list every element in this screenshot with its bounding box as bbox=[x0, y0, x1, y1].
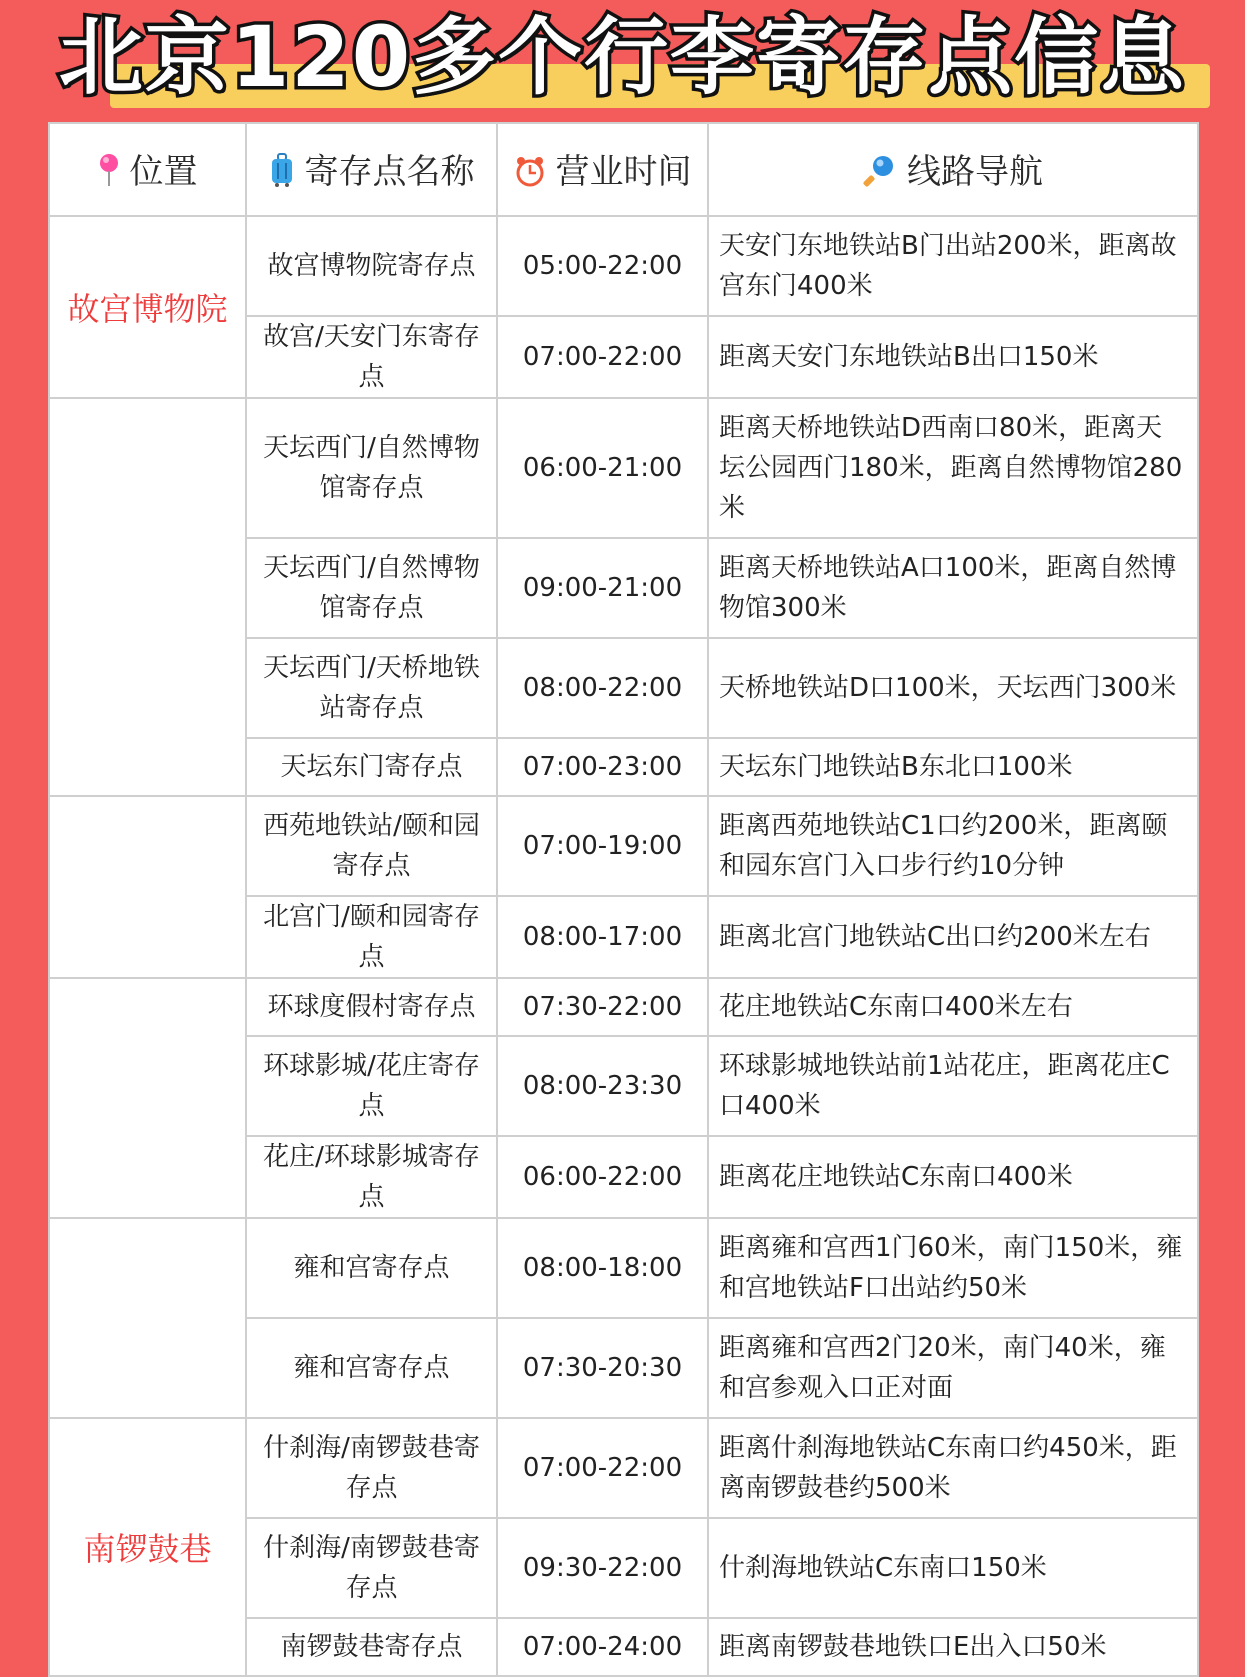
storage-name: 南锣鼓巷寄存点 bbox=[246, 1618, 497, 1676]
opening-hours: 08:00-23:30 bbox=[497, 1036, 708, 1136]
location-cell bbox=[49, 398, 246, 796]
route-info: 距离什刹海地铁站C东南口约450米，距离南锣鼓巷约500米 bbox=[708, 1418, 1198, 1518]
storage-name: 雍和宫寄存点 bbox=[246, 1318, 497, 1418]
storage-name: 环球影城/花庄寄存点 bbox=[246, 1036, 497, 1136]
magnifier-icon bbox=[863, 153, 897, 196]
route-info: 天坛东门地铁站B东北口100米 bbox=[708, 738, 1198, 796]
opening-hours: 08:00-17:00 bbox=[497, 896, 708, 978]
opening-hours: 08:00-18:00 bbox=[497, 1218, 708, 1318]
opening-hours: 09:00-21:00 bbox=[497, 538, 708, 638]
opening-hours: 07:00-23:00 bbox=[497, 738, 708, 796]
storage-name: 北宫门/颐和园寄存点 bbox=[246, 896, 497, 978]
storage-name: 天坛西门/自然博物馆寄存点 bbox=[246, 398, 497, 538]
header-name-label: 寄存点名称 bbox=[304, 151, 475, 192]
storage-name: 故宫/天安门东寄存点 bbox=[246, 316, 497, 398]
location-cell: 故宫博物院 bbox=[49, 216, 246, 398]
storage-name: 天坛西门/自然博物馆寄存点 bbox=[246, 538, 497, 638]
storage-table bbox=[48, 122, 1199, 1677]
storage-name: 花庄/环球影城寄存点 bbox=[246, 1136, 497, 1218]
table-row bbox=[49, 1218, 1198, 1318]
route-info: 花庄地铁站C东南口400米左右 bbox=[708, 978, 1198, 1036]
opening-hours: 06:00-22:00 bbox=[497, 1136, 708, 1218]
opening-hours: 08:00-22:00 bbox=[497, 638, 708, 738]
opening-hours: 07:00-22:00 bbox=[497, 316, 708, 398]
table-header-row bbox=[49, 123, 1198, 216]
storage-name: 天坛东门寄存点 bbox=[246, 738, 497, 796]
opening-hours: 07:30-22:00 bbox=[497, 978, 708, 1036]
storage-name: 雍和宫寄存点 bbox=[246, 1218, 497, 1318]
storage-name: 天坛西门/天桥地铁站寄存点 bbox=[246, 638, 497, 738]
table-row bbox=[49, 398, 1198, 538]
storage-name: 什刹海/南锣鼓巷寄存点 bbox=[246, 1518, 497, 1618]
route-info: 距离北宫门地铁站C出口约200米左右 bbox=[708, 896, 1198, 978]
header-route bbox=[708, 123, 1198, 216]
route-info: 什刹海地铁站C东南口150米 bbox=[708, 1518, 1198, 1618]
opening-hours: 06:00-21:00 bbox=[497, 398, 708, 538]
route-info: 距离天桥地铁站D西南口80米，距离天坛公园西门180米，距离自然博物馆280米 bbox=[708, 398, 1198, 538]
location-cell bbox=[49, 796, 246, 978]
table-row bbox=[49, 216, 1198, 316]
route-info: 环球影城地铁站前1站花庄，距离花庄C口400米 bbox=[708, 1036, 1198, 1136]
route-info: 距离雍和宫西2门20米，南门40米，雍和宫参观入口正对面 bbox=[708, 1318, 1198, 1418]
alarm-clock-icon bbox=[514, 155, 546, 196]
table-row bbox=[49, 978, 1198, 1036]
header-location-label: 位置 bbox=[129, 151, 198, 192]
luggage-icon bbox=[269, 153, 295, 196]
table-row bbox=[49, 1418, 1198, 1518]
header-hours bbox=[497, 123, 708, 216]
opening-hours: 07:30-20:30 bbox=[497, 1318, 708, 1418]
location-cell bbox=[49, 1218, 246, 1418]
route-info: 天桥地铁站D口100米，天坛西门300米 bbox=[708, 638, 1198, 738]
route-info: 距离西苑地铁站C1口约200米，距离颐和园东宫门入口步行约10分钟 bbox=[708, 796, 1198, 896]
page-title: 北京120多个行李寄存点信息 bbox=[58, 8, 1187, 106]
opening-hours: 07:00-19:00 bbox=[497, 796, 708, 896]
title-banner bbox=[0, 0, 1245, 122]
opening-hours: 07:00-22:00 bbox=[497, 1418, 708, 1518]
route-info: 距离雍和宫西1门60米，南门150米，雍和宫地铁站F口出站约50米 bbox=[708, 1218, 1198, 1318]
storage-name: 西苑地铁站/颐和园寄存点 bbox=[246, 796, 497, 896]
storage-name: 环球度假村寄存点 bbox=[246, 978, 497, 1036]
pin-icon bbox=[98, 153, 120, 196]
storage-name: 什刹海/南锣鼓巷寄存点 bbox=[246, 1418, 497, 1518]
route-info: 天安门东地铁站B门出站200米，距离故宫东门400米 bbox=[708, 216, 1198, 316]
header-hours-label: 营业时间 bbox=[555, 151, 692, 192]
table-row bbox=[49, 796, 1198, 896]
opening-hours: 07:00-24:00 bbox=[497, 1618, 708, 1676]
location-cell bbox=[49, 978, 246, 1218]
header-route-label: 线路导航 bbox=[907, 151, 1043, 192]
opening-hours: 05:00-22:00 bbox=[497, 216, 708, 316]
route-info: 距离天桥地铁站A口100米，距离自然博物馆300米 bbox=[708, 538, 1198, 638]
header-name bbox=[246, 123, 497, 216]
header-location bbox=[49, 123, 246, 216]
storage-name: 故宫博物院寄存点 bbox=[246, 216, 497, 316]
route-info: 距离南锣鼓巷地铁口E出入口50米 bbox=[708, 1618, 1198, 1676]
opening-hours: 09:30-22:00 bbox=[497, 1518, 708, 1618]
route-info: 距离花庄地铁站C东南口400米 bbox=[708, 1136, 1198, 1218]
location-cell: 南锣鼓巷 bbox=[49, 1418, 246, 1676]
route-info: 距离天安门东地铁站B出口150米 bbox=[708, 316, 1198, 398]
